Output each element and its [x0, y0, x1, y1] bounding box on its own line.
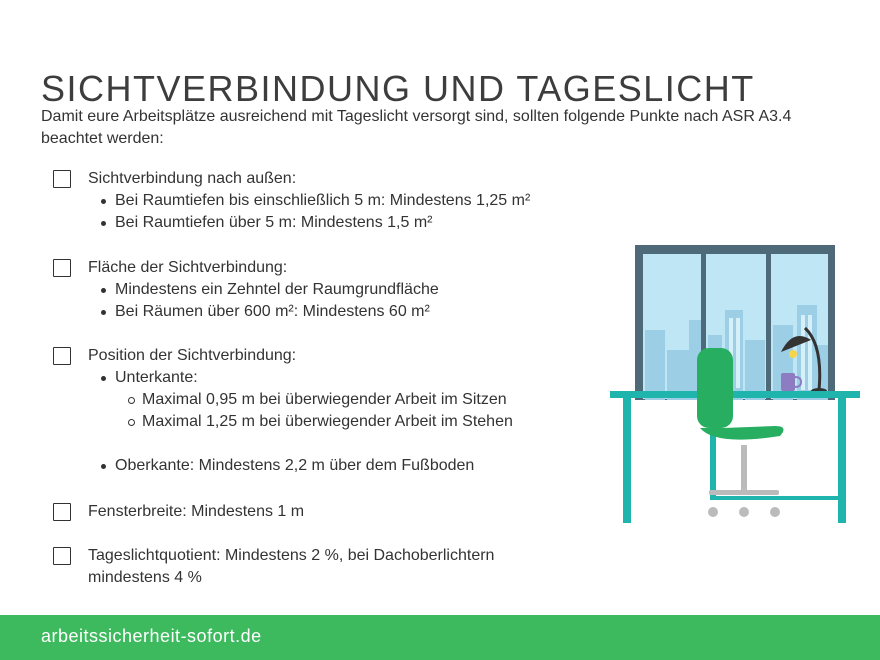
- desk-by-window-illustration: [605, 240, 865, 530]
- list-item: Bei Raumtiefen bis einschließlich 5 m: Mindestens 1,25 m²: [88, 190, 530, 212]
- page-title: SICHTVERBINDUNG UND TAGESLICHT: [41, 68, 755, 110]
- checklist-heading: Tageslichtquotient: Mindestens 2 %, bei Dachoberlichtern mindestens 4 %: [88, 547, 495, 586]
- checklist-heading: Fläche der Sichtverbindung:: [88, 259, 288, 276]
- list-item: Oberkante: Mindestens 2,2 m über dem Fußboden: [88, 455, 513, 477]
- checklist-heading: Sichtverbindung nach außen:: [88, 170, 297, 187]
- list-item: Mindestens ein Zehntel der Raumgrundfläche: [88, 279, 439, 301]
- checkbox[interactable]: [53, 259, 71, 277]
- checkbox[interactable]: [53, 170, 71, 188]
- checkbox[interactable]: [53, 547, 71, 565]
- intro-text: Damit eure Arbeitsplätze ausreichend mit Tageslicht versorgt sind, sollten folgende Punkte nach ASR A3.4 beachtet werden:: [41, 108, 792, 147]
- checklist-heading: Fensterbreite: Mindestens 1 m: [88, 503, 305, 520]
- checkbox[interactable]: [53, 503, 71, 521]
- list-item: Bei Räumen über 600 m²: Mindestens 60 m²: [88, 301, 439, 323]
- sub-list-item: Maximal 0,95 m bei überwiegender Arbeit im Sitzen: [88, 389, 513, 411]
- footer-bar: [0, 615, 880, 660]
- checklist-heading: Position der Sichtverbindung:: [88, 347, 297, 364]
- list-item: Bei Raumtiefen über 5 m: Mindestens 1,5 m²: [88, 212, 530, 234]
- footer-website[interactable]: arbeitssicherheit-sofort.de: [41, 626, 262, 646]
- list-item-label: Unterkante:: [115, 369, 198, 386]
- sub-list-item: Maximal 1,25 m bei überwiegender Arbeit im Stehen: [88, 411, 513, 433]
- list-item: [88, 367, 513, 389]
- checkbox[interactable]: [53, 347, 71, 365]
- desk: [610, 391, 860, 523]
